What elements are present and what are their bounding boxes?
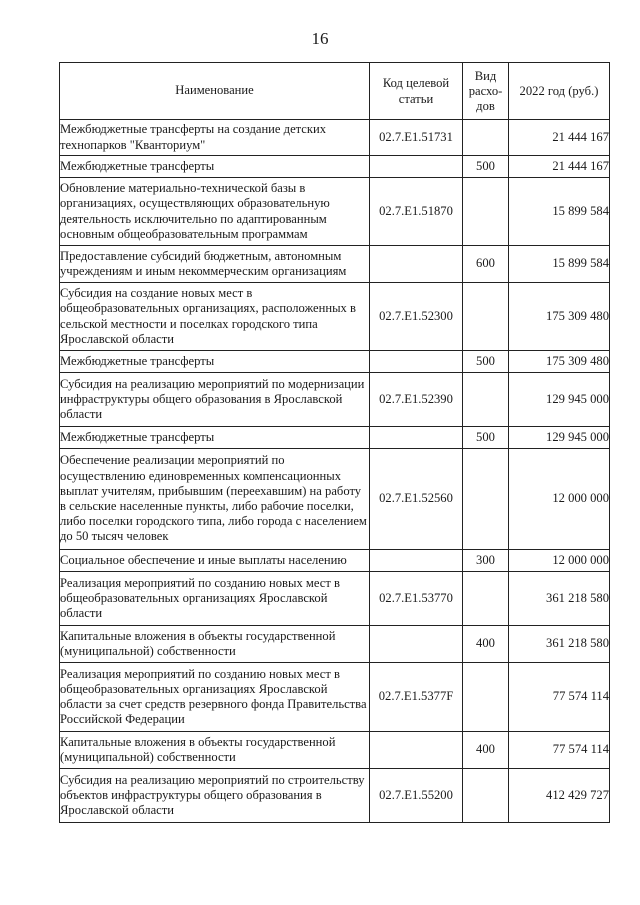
row-amount: 129 945 000 (509, 427, 610, 449)
row-kind: 500 (463, 351, 509, 373)
table-row (60, 732, 610, 769)
row-amount: 12 000 000 (509, 449, 610, 550)
row-code: 02.7.Е1.51731 (370, 120, 463, 156)
row-code (370, 732, 463, 769)
table-row (60, 351, 610, 373)
row-kind (463, 283, 509, 351)
row-kind (463, 373, 509, 427)
row-kind: 400 (463, 626, 509, 663)
row-amount: 412 429 727 (509, 769, 610, 823)
header-kind: Вид расхо-дов (463, 63, 509, 120)
row-code: 02.7.Е1.51870 (370, 178, 463, 246)
row-name: Реализация мероприятий по созданию новых мест в общеобразовательных организациях Ярославской области за счет средств резервного фонда Правительства Российской Федерации (60, 663, 370, 732)
row-amount: 21 444 167 (509, 156, 610, 178)
row-amount: 15 899 584 (509, 178, 610, 246)
table-row (60, 156, 610, 178)
table-row (60, 769, 610, 823)
row-kind (463, 449, 509, 550)
row-name: Межбюджетные трансферты (60, 156, 370, 178)
table-row (60, 178, 610, 246)
row-code (370, 156, 463, 178)
row-name: Субсидия на создание новых мест в общеобразовательных организациях, расположенных в сельской местности и поселках городского типа Ярославской области (60, 283, 370, 351)
row-amount: 15 899 584 (509, 246, 610, 283)
table-row (60, 427, 610, 449)
row-code: 02.7.Е1.55200 (370, 769, 463, 823)
row-code: 02.7.Е1.52300 (370, 283, 463, 351)
row-kind: 500 (463, 427, 509, 449)
table-row (60, 626, 610, 663)
row-code: 02.7.Е1.52560 (370, 449, 463, 550)
row-amount: 77 574 114 (509, 663, 610, 732)
row-kind (463, 663, 509, 732)
row-kind: 400 (463, 732, 509, 769)
row-name: Предоставление субсидий бюджетным, автономным учреждениям и иным некоммерческим организациям (60, 246, 370, 283)
row-name: Обновление материально-технической базы в организациях, осуществляющих образовательную деятельность исключительно по адаптированным основным общеобразовательным программам (60, 178, 370, 246)
row-amount: 21 444 167 (509, 120, 610, 156)
row-code (370, 626, 463, 663)
row-amount: 175 309 480 (509, 283, 610, 351)
header-amount: 2022 год (руб.) (509, 63, 610, 120)
row-kind: 300 (463, 550, 509, 572)
table-row (60, 663, 610, 732)
table-row (60, 120, 610, 156)
row-amount: 129 945 000 (509, 373, 610, 427)
budget-table (59, 62, 610, 823)
page-number: 16 (311, 29, 329, 48)
row-kind (463, 769, 509, 823)
row-kind: 600 (463, 246, 509, 283)
row-name: Межбюджетные трансферты на создание детских технопарков "Кванториум" (60, 120, 370, 156)
row-amount: 361 218 580 (509, 626, 610, 663)
row-name: Обеспечение реализации мероприятий по осуществлению единовременных компенсационных выплат учителям, прибывшим (переехавшим) на работу в сельские населенные пункты, либо рабочие поселки, либо поселки городского типа, либо города с населением до 50 тысяч человек (60, 449, 370, 550)
row-name: Капитальные вложения в объекты государственной (муниципальной) собственности (60, 626, 370, 663)
row-amount: 175 309 480 (509, 351, 610, 373)
header-name: Наименование (60, 63, 370, 120)
row-name: Межбюджетные трансферты (60, 427, 370, 449)
row-code: 02.7.Е1.52390 (370, 373, 463, 427)
row-kind: 500 (463, 156, 509, 178)
row-kind (463, 572, 509, 626)
table-row (60, 283, 610, 351)
row-code (370, 550, 463, 572)
table-row (60, 246, 610, 283)
row-name: Социальное обеспечение и иные выплаты населению (60, 550, 370, 572)
row-name: Капитальные вложения в объекты государственной (муниципальной) собственности (60, 732, 370, 769)
header-code: Код целевой статьи (370, 63, 463, 120)
table-header-row (60, 63, 610, 120)
row-code: 02.7.Е1.53770 (370, 572, 463, 626)
row-name: Субсидия на реализацию мероприятий по модернизации инфраструктуры общего образования в Ярославской области (60, 373, 370, 427)
table-row (60, 550, 610, 572)
row-amount: 12 000 000 (509, 550, 610, 572)
table-row (60, 449, 610, 550)
row-kind (463, 120, 509, 156)
row-name: Межбюджетные трансферты (60, 351, 370, 373)
row-code: 02.7.Е1.5377F (370, 663, 463, 732)
row-kind (463, 178, 509, 246)
table-row (60, 572, 610, 626)
row-amount: 361 218 580 (509, 572, 610, 626)
row-name: Реализация мероприятий по созданию новых мест в общеобразовательных организациях Ярославской области (60, 572, 370, 626)
row-amount: 77 574 114 (509, 732, 610, 769)
row-code (370, 427, 463, 449)
row-code (370, 246, 463, 283)
row-name: Субсидия на реализацию мероприятий по строительству объектов инфраструктуры общего образования в Ярославской области (60, 769, 370, 823)
row-code (370, 351, 463, 373)
table-row (60, 373, 610, 427)
